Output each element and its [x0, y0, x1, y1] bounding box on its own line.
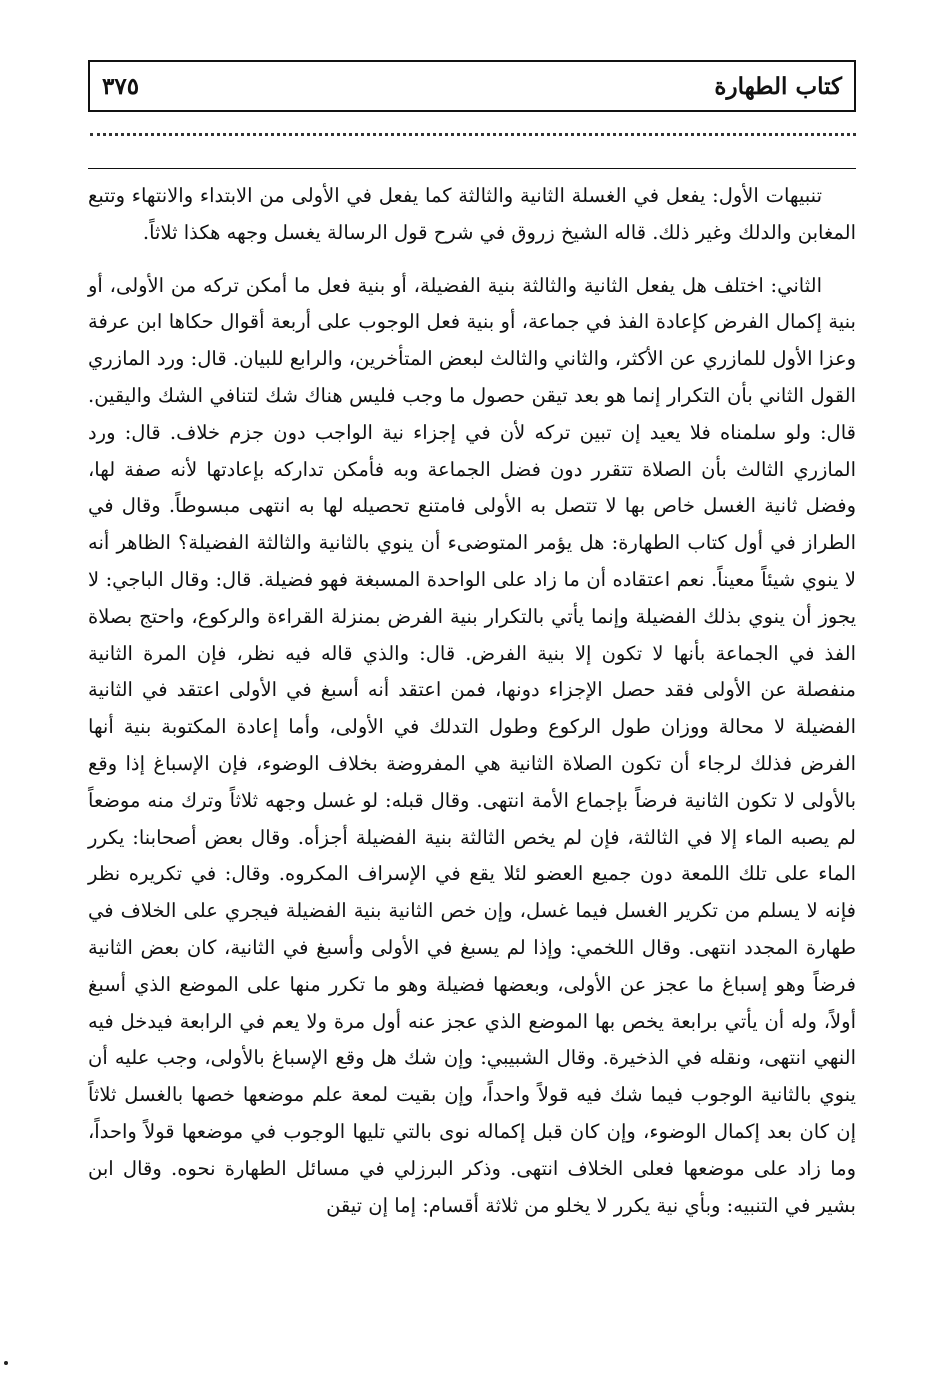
- dotted-divider: [90, 133, 856, 136]
- chapter-title: كتاب الطهارة: [714, 73, 842, 100]
- scan-speck: [4, 1361, 8, 1365]
- running-header: [88, 60, 856, 112]
- page-number: ٣٧٥: [102, 73, 140, 100]
- body-text: [88, 178, 856, 1224]
- paragraph-second-note: الثاني: اختلف هل يفعل الثانية والثالثة بنية الفضيلة، أو بنية فعل ما أمكن تركه من الأولى، أو بنية إكمال الفرض كإعادة الفذ في جماعة، أو بنية فعل الوجوب على أربعة أقوال حكاها ابن عرفة وعزا الأول للمازري عن الأكثر، والثاني والثالث لبعض المتأخرين، والرابع للبيان. قال: ورد المازري القول الثاني بأن التكرار إنما هو بعد تيقن حصول ما وجب فليس هناك شك لتنافي الشك واليقين. قال: ولو سلمناه فلا يعيد إن تبين تركه لأن في إجزاء نية الواجب دون جزم خلاف. قال: ورد المازري الثالث بأن الصلاة تتقرر دون فضل الجماعة وبه فأمكن تداركه بإعادتها لأنه صفة لها، وفضل ثانية الغسل خاص بها لا تتصل به الأولى فامتنع تحصيله لها به انتهى مبسوطاً. وقال في الطراز في أول كتاب الطهارة: هل يؤمر المتوضىء أن ينوي بالثانية والثالثة الفضيلة؟ الظاهر أنه لا ينوي شيئاً معيناً. نعم اعتقاده أن ما زاد على الواحدة المسبغة فهو فضيلة. قال: وقال الباجي: لا يجوز أن ينوي بذلك الفضيلة وإنما يأتي بالتكرار بنية الفرض بمنزلة القراءة والركوع، واحتج بصلاة الفذ في الجماعة بأنها لا تكون إلا بنية الفرض. قال: والذي قاله فيه نظر، فإن المرة الثانية منفصلة عن الأولى فقد حصل الإجزاء دونها، فمن اعتقد أنه أسبغ في الأولى اعتقد في الثانية الفضيلة لا محالة ووزان طول الركوع وطول التدلك في الأولى، وأما إعادة المكتوبة بنية أنها الفرض فذلك لرجاء أن تكون الصلاة الثانية هي المفروضة بخلاف الوضوء، فإن الإسباغ إذا وقع بالأولى لا تكون الثانية فرضاً بإجماع الأمة انتهى. وقال قبله: لو غسل وجهه ثلاثاً وترك منه موضعاً لم يصبه الماء إلا في الثالثة، فإن لم يخص الثالثة بنية الفضيلة أجزأه. وقال بعض أصحابنا: يكرر الماء على تلك اللمعة دون جميع العضو لئلا يقع في الإسراف المكروه. وقال: في تكريره نظر فإنه لا يسلم من تكرير الغسل فيما غسل، وإن خص الثانية بنية الفضيلة فيجري على الخلاف في طهارة المجدد انتهى. وقال اللخمي: وإذا لم يسبغ في الأولى وأسبغ في الثانية، كان بعض الثانية فرضاً وهو إسباغ ما عجز عن الأولى، وبعضها فضيلة وهو ما تكرر منها على الموضع الذي أسبغ أولاً، وله أن يأتي برابعة يخص بها الموضع الذي عجز عنه أول مرة ولا يعم في الرابعة فيدخل فيه النهي انتهى، ونقله في الذخيرة. وقال الشبيبي: وإن شك هل وقع الإسباغ بالأولى، وجب عليه أن ينوي بالثانية الوجوب فيما شك فيه قولاً واحداً، وإن بقيت لمعة علم موضعها خصها بالغسل ثلاثاً إن كان بعد إكمال الوضوء، وإن كان قبل إكماله نوى بالتي تليها الوجوب في موضعها قولاً واحداً، وما زاد على موضعها فعلى الخلاف انتهى. وذكر البرزلي في مسائل الطهارة نحوه. وقال ابن بشير في التنبيه: وبأي نية يكرر لا يخلو من ثلاثة أقسام: إما إن تيقن: [88, 273, 856, 1217]
- solid-divider: [88, 168, 856, 169]
- paragraph-first-note: تنبيهات الأول: يفعل في الغسلة الثانية والثالثة كما يفعل في الأولى من الابتداء والانتهاء وتتبع المغابن والدلك وغير ذلك. قاله الشيخ زروق في شرح قول الرسالة يغسل وجهه هكذا ثلاثاً.: [88, 184, 856, 244]
